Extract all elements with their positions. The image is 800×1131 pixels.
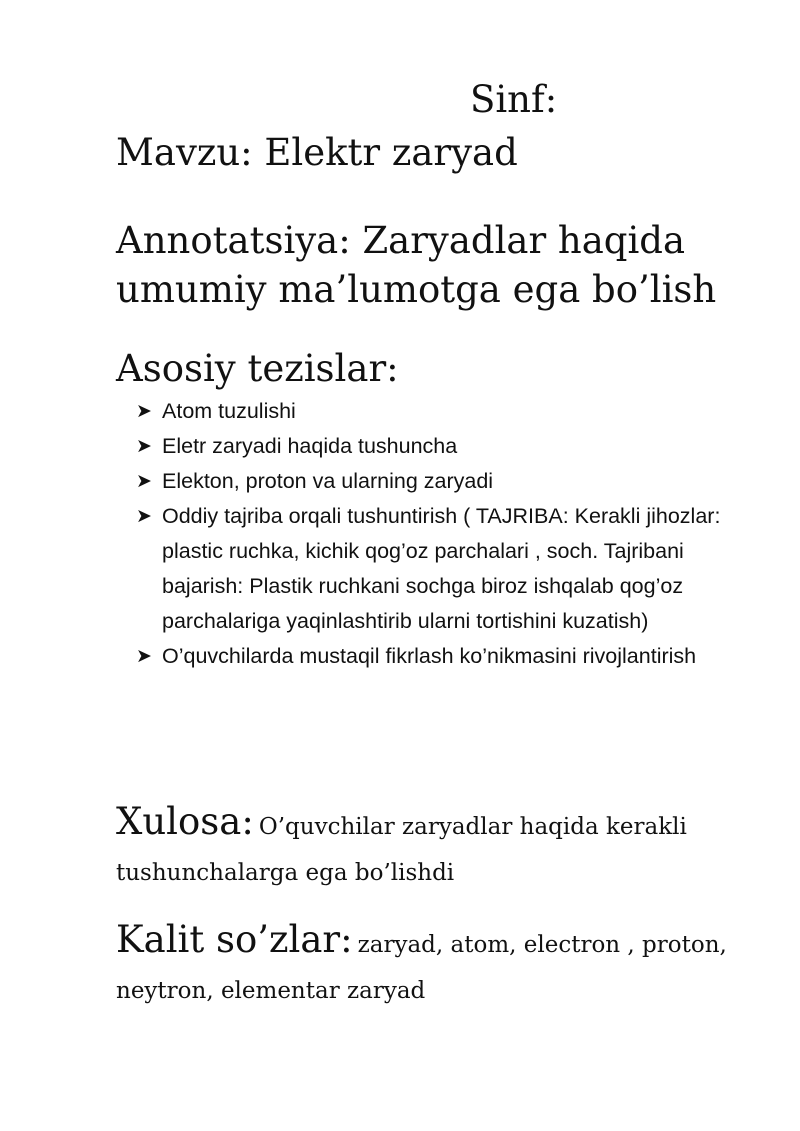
arrow-bullet-icon: ➤ — [136, 436, 152, 457]
annotation-line-2: umumiy ma’lumotga ega bo’lish — [116, 268, 717, 311]
thesis-text: Oddiy tajriba orqali tushuntirish ( TAJRIBA: Kerakli jihozlar: plastic ruchka, kichik qog’oz parchalari , soch. Tajribani bajarish: Plastik ruchkani sochga biroz ishqalab qog’oz parchalariga yaqinlashtirib ularni tortishini kuzatish) — [162, 504, 721, 633]
thesis-text: Elekton, proton va ularning zaryadi — [162, 469, 494, 493]
arrow-bullet-icon: ➤ — [136, 471, 152, 492]
conclusion — [116, 800, 756, 897]
thesis-text: Eletr zaryadi haqida tushuncha — [162, 434, 458, 458]
annotation-line-1: Annotatsiya: Zaryadlar haqida — [116, 219, 686, 262]
thesis-text: O’quvchilarda mustaqil fikrlash ko’nikmasini rivojlantirish — [162, 644, 697, 668]
conclusion-label: Xulosa: — [116, 800, 254, 843]
annotation — [116, 216, 756, 314]
main-theses-heading: Asosiy tezislar: — [116, 347, 399, 390]
list-item — [136, 639, 766, 674]
conclusion-text: O’quvchilar zaryadlar haqida kerakli tushunchalarga ega bo’lishdi — [116, 814, 687, 886]
topic-heading: Mavzu: Elektr zaryad — [116, 131, 518, 174]
keywords-label: Kalit so’zlar: — [116, 918, 353, 961]
thesis-text: Atom tuzulishi — [162, 399, 296, 423]
list-item — [136, 429, 766, 464]
keywords-text: zaryad, atom, electron , proton, neytron, elementar zaryad — [116, 932, 727, 1004]
theses-list — [136, 394, 766, 674]
list-item — [136, 464, 766, 499]
arrow-bullet-icon: ➤ — [136, 401, 152, 422]
keywords — [116, 918, 756, 1015]
arrow-bullet-icon: ➤ — [136, 646, 152, 667]
list-item — [136, 394, 766, 429]
arrow-bullet-icon: ➤ — [136, 506, 152, 527]
class-label: Sinf: — [470, 78, 558, 121]
list-item — [136, 499, 766, 639]
